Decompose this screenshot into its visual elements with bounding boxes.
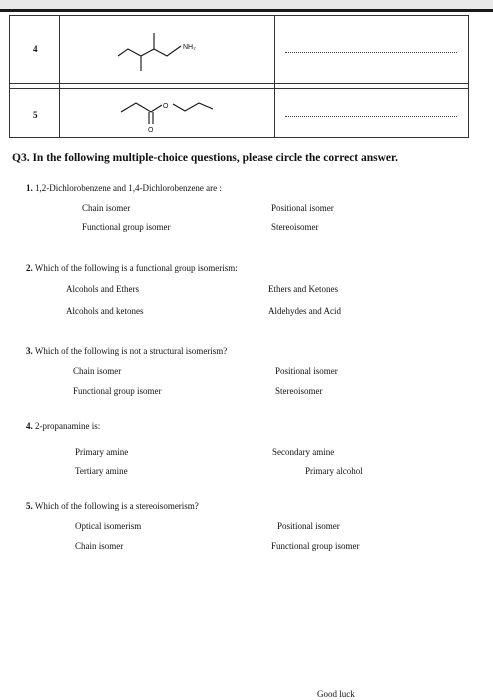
answer-option[interactable]: Chain isomer [82, 203, 131, 213]
ester-chain [121, 103, 162, 112]
answer-option[interactable]: Primary alcohol [305, 466, 363, 476]
question-text: Which of the following is a stereoisomerism? [34, 501, 199, 511]
answer-option[interactable]: Secondary amine [272, 447, 335, 457]
question-number: 5. [26, 501, 33, 511]
answer-option[interactable]: Chain isomer [75, 541, 124, 551]
question-number: 4. [26, 421, 33, 431]
table-column-divider [59, 16, 60, 137]
question-text: 1,2-Dichlorobenzene and 1,4-Dichlorobenzene are : [35, 183, 222, 193]
closing-note: Good luck [317, 689, 355, 699]
answer-option[interactable]: Positional isomer [277, 521, 340, 531]
nh2-label: NH₂ [183, 44, 196, 51]
answer-option[interactable]: Alcohols and Ethers [66, 284, 139, 294]
answer-option[interactable]: Alcohols and ketones [66, 306, 144, 316]
ester-oxygen-label: O [163, 103, 169, 110]
table-row-number: 5 [33, 110, 38, 120]
question-number: 1. [26, 183, 33, 193]
question-number: 2. [26, 263, 33, 273]
answer-option[interactable]: Positional isomer [275, 366, 338, 376]
question [26, 263, 238, 273]
answer-option[interactable]: Positional isomer [271, 203, 334, 213]
question [26, 183, 222, 193]
answer-option[interactable]: Aldehydes and Acid [268, 306, 341, 316]
answer-option[interactable]: Optical isomerism [75, 521, 142, 531]
question-text: 2-propanamine is: [35, 421, 101, 431]
carbonyl-oxygen-label: O [148, 127, 154, 134]
answer-option[interactable]: Tertiary amine [75, 466, 128, 476]
question-text: Which of the following is not a structural isomerism? [34, 346, 228, 356]
structure-table [9, 15, 469, 138]
answer-option[interactable]: Functional group isomer [271, 541, 360, 551]
answer-option[interactable]: Stereoisomer [275, 386, 323, 396]
answer-blank [285, 116, 457, 117]
table-row-divider [10, 83, 468, 84]
answer-blank [285, 52, 457, 53]
table-row-number: 4 [33, 44, 38, 54]
answer-option[interactable]: Stereoisomer [271, 222, 319, 232]
answer-option[interactable]: Ethers and Ketones [268, 284, 338, 294]
answer-option[interactable]: Chain isomer [73, 366, 122, 376]
section-heading: Q3. In the following multiple-choice questions, please circle the correct answer. [12, 152, 398, 164]
question [26, 501, 199, 511]
answer-option[interactable]: Functional group isomer [73, 386, 162, 396]
table-column-divider [274, 16, 275, 137]
ethyl-chain [173, 103, 213, 111]
table-row-divider [10, 88, 468, 89]
question [26, 421, 100, 431]
page-top-rule [0, 9, 493, 12]
question-number: 3. [26, 346, 33, 356]
question [26, 346, 227, 356]
page-top-margin [0, 0, 493, 9]
carbon-chain [118, 46, 181, 56]
amine-structure [115, 24, 225, 74]
answer-option[interactable]: Primary amine [75, 447, 129, 457]
ester-structure [115, 94, 235, 139]
answer-option[interactable]: Functional group isomer [82, 222, 171, 232]
question-text: Which of the following is a functional group isomerism: [34, 263, 238, 273]
